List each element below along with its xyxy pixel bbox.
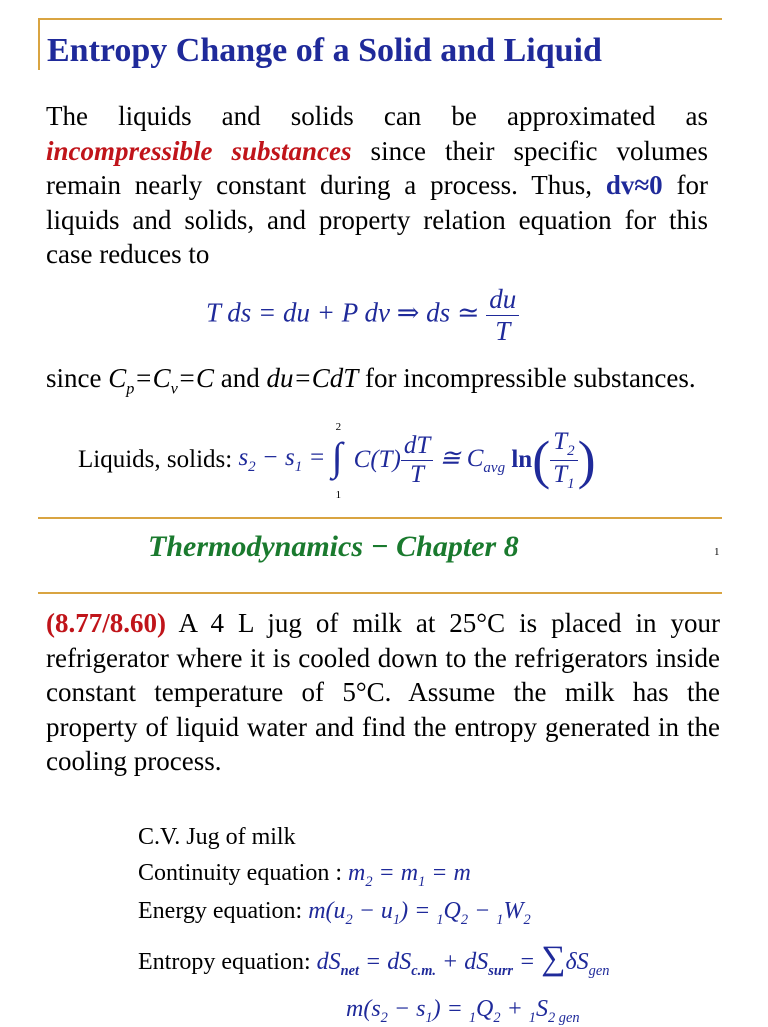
energy-label: Energy equation: (138, 898, 309, 924)
slide2-top-divider (38, 592, 722, 594)
slide-title: Entropy Change of a Solid and Liquid (47, 32, 602, 69)
last-equation: $m(s_2 - s_1) = _1Q_2 + _1S_{2 gen}$ (346, 996, 580, 1026)
since-text-1: since (46, 363, 109, 393)
chapter-footer: Thermodynamics − Chapter 8 (148, 530, 519, 563)
eq1-numerator: du (486, 284, 519, 316)
cp-cv-c: $C_p=C_v=C$ (108, 363, 214, 398)
intro-text-2: since their specific volumes remain nearly constant during a process. Thus, (46, 135, 708, 200)
cv-line: C.V. Jug of milk (138, 824, 296, 850)
entropy-line (138, 940, 609, 980)
eq2-ln: ln (505, 446, 533, 473)
dv-zero: dv≈0 (605, 170, 663, 200)
du-cdt: du=CdT (266, 363, 359, 393)
eq2-numerator: dT (401, 432, 433, 461)
incompressible-highlight: incompressible substances (46, 135, 352, 166)
page-number: 1 (714, 546, 720, 558)
intro-text-3: for liquids and solids, and property relation equation for this case reduces to (46, 170, 708, 269)
since-text-2: and (214, 363, 267, 393)
left-paren: ( (532, 430, 551, 490)
eq1-lhs: T ds = du + P dv ⇒ ds ≃ (206, 297, 487, 328)
eq2-denominator: T (410, 460, 425, 488)
energy-line (138, 898, 531, 929)
eq2-t1: $T_1$ (553, 460, 575, 492)
property-relation-equation (206, 284, 519, 347)
title-accent-bar (38, 20, 40, 70)
eq2-lower: 1 (335, 489, 342, 501)
eq2-integral-sign: ∫ (331, 434, 343, 479)
continuity-equation: $m_2 = m_1 = m$ (348, 860, 471, 890)
eq1-denominator: T (495, 316, 511, 346)
integral (331, 421, 354, 501)
entropy-label: Entropy equation: (138, 949, 317, 975)
eq2-fraction (401, 432, 433, 489)
continuity-line (138, 860, 471, 891)
intro-paragraph (46, 99, 708, 272)
eq2-approx: ≅ $C_{avg}$ (433, 445, 506, 476)
top-divider (38, 18, 722, 20)
eq2-t2: $T_2$ (550, 428, 577, 461)
problem-reference: (8.77/8.60) (46, 608, 166, 638)
eq1-fraction (486, 284, 519, 347)
eq2-mid: C(T) (353, 446, 401, 473)
continuity-label: Continuity equation : (138, 860, 348, 886)
footer-divider (38, 517, 722, 519)
since-text-3: for incompressible substances. (358, 363, 696, 393)
problem-paragraph (46, 606, 720, 779)
intro-text-1: The liquids and solids can be approximated as (46, 101, 708, 131)
eq2-ratio (550, 428, 577, 493)
problem-text: A 4 L jug of milk at 25°C is placed in your refrigerator where it is cooled down to the refrigerators inside constant temperature of 5°C. Assume the milk has the property of liquid water and find the entropy generated in the cooling process. (46, 608, 720, 776)
liquids-label: Liquids, solids: (78, 446, 239, 473)
eq2-lhs: $s_2 - s_1$ = (238, 444, 332, 475)
right-paren: ) (577, 430, 596, 490)
entropy-equation: $dS_{net} = dS_{c.m.} + dS_{surr} = \sum\delta S_{gen}$ (316, 940, 610, 979)
energy-equation: $m(u_2 - u_1) = _1Q_2 - _1W_2$ (308, 898, 531, 928)
since-paragraph (46, 361, 708, 406)
eq2-upper: 2 (335, 421, 342, 433)
liquids-solids-equation (78, 421, 596, 501)
